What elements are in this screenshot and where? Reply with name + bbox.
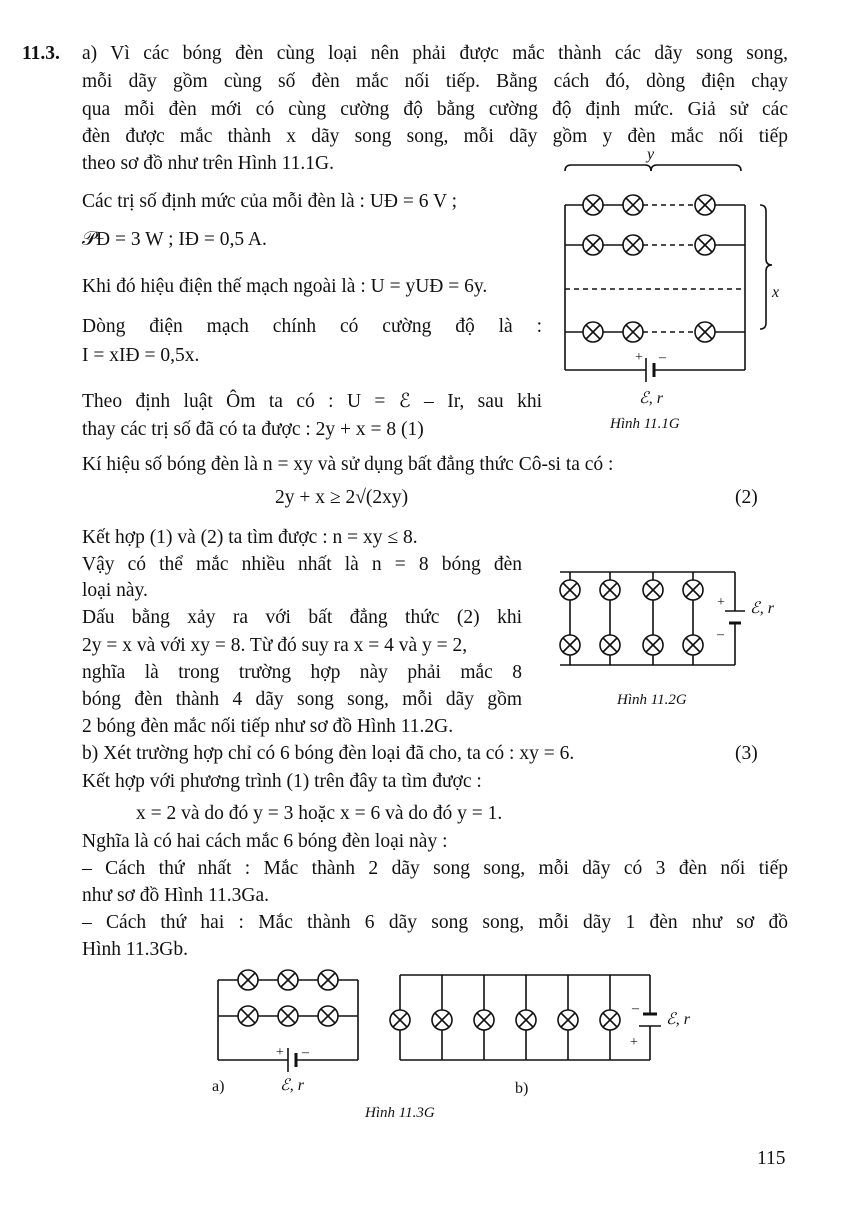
- lamp-icon: [583, 195, 603, 215]
- svg-text:+: +: [635, 350, 643, 365]
- text-line: Dòng điện mạch chính có cường độ là :: [82, 316, 542, 337]
- lamp-icon: [583, 322, 603, 342]
- lamp-icon: [238, 1006, 258, 1026]
- text-line: nghĩa là trong trường hợp này phải mắc 8: [82, 662, 522, 683]
- lamp-icon: [600, 1010, 620, 1030]
- svg-text:–: –: [632, 1001, 639, 1016]
- lamp-icon: [643, 635, 663, 655]
- lamp-icon: [558, 1010, 578, 1030]
- text-line: x = 2 và do đó y = 3 hoặc x = 6 và do đó y = 1.: [136, 803, 503, 824]
- lamp-icon: [474, 1010, 494, 1030]
- text-line: a) Vì các bóng đèn cùng loại nên phải được mắc thành các dãy song song,: [82, 43, 788, 64]
- lamp-icon: [643, 580, 663, 600]
- figure-11-2g: [555, 560, 795, 680]
- text-line: thay các trị số đã có ta được : 2y + x = 8 (1): [82, 419, 424, 440]
- text-line: 2 bóng đèn mắc nối tiếp như sơ đồ Hình 11.2G.: [82, 716, 454, 737]
- problem-number: 11.3.: [22, 43, 60, 64]
- figure-caption: Hình 11.3G: [365, 1105, 435, 1121]
- text-line: Theo định luật Ôm ta có : U = ℰ – Ir, sau khi: [82, 391, 542, 412]
- lamp-branches: [570, 572, 693, 665]
- figure-caption: Hình 11.2G: [617, 692, 687, 708]
- lamp-icon: [600, 635, 620, 655]
- lamp-icon: [238, 970, 258, 990]
- lamp-icon: [278, 1006, 298, 1026]
- text-line: Kết hợp (1) và (2) ta tìm được : n = xy ≤ 8.: [82, 527, 418, 548]
- text-line: – Cách thứ hai : Mắc thành 6 dãy song song, mỗi dãy 1 đèn như sơ đồ: [82, 912, 788, 933]
- page-number: 115: [757, 1148, 786, 1169]
- lamp-icon: [516, 1010, 536, 1030]
- figure-11-1g: [555, 145, 795, 435]
- lamp-icon: [390, 1010, 410, 1030]
- y-label: y: [647, 146, 655, 163]
- lamp-icon: [560, 635, 580, 655]
- text-line: Kí hiệu số bóng đèn là n = xy và sử dụng bất đẳng thức Cô-si ta có :: [82, 454, 614, 475]
- source-label: ℰ, r: [750, 600, 774, 617]
- lamp-icon: [432, 1010, 452, 1030]
- svg-text:–: –: [717, 627, 724, 642]
- source-label: ℰ, r: [666, 1011, 690, 1028]
- lamp-icon: [695, 235, 715, 255]
- x-brace: [760, 205, 772, 329]
- lamp-icon: [600, 580, 620, 600]
- text-line: Dấu bằng xảy ra với bất đẳng thức (2) khi: [82, 607, 522, 628]
- text-line: Các trị số định mức của mỗi đèn là : UĐ = 6 V ;: [82, 191, 458, 212]
- text-line: 2y = x và với xy = 8. Từ đó suy ra x = 4 và y = 2,: [82, 635, 468, 656]
- subfigure-label-a: a): [212, 1078, 225, 1095]
- svg-text:–: –: [659, 350, 666, 365]
- lamp-icon: [683, 580, 703, 600]
- lamp-icon: [695, 322, 715, 342]
- inequality-formula: 2y + x ≥ 2√(2xy): [275, 487, 409, 508]
- subfigure-label-b: b): [515, 1080, 529, 1097]
- text-line: Nghĩa là có hai cách mắc 6 bóng đèn loại này :: [82, 831, 448, 852]
- text-line: – Cách thứ nhất : Mắc thành 2 dãy song song, mỗi dãy có 3 đèn nối tiếp: [82, 858, 788, 879]
- text-line: đèn được mắc thành x dãy song song, mỗi dãy gồm y đèn mắc nối tiếp: [82, 126, 788, 147]
- lamp-icon: [623, 195, 643, 215]
- text-line: Vậy có thể mắc nhiều nhất là n = 8 bóng đèn: [82, 554, 522, 575]
- lamp-icon: [278, 970, 298, 990]
- svg-text:–: –: [302, 1045, 309, 1060]
- text-line: 𝒫Đ = 3 W ; IĐ = 0,5 A.: [82, 229, 267, 250]
- lamp-icon: [318, 1006, 338, 1026]
- source-label: ℰ, r: [639, 390, 663, 407]
- lamp-icon: [623, 235, 643, 255]
- text-line: b) Xét trường hợp chỉ có 6 bóng đèn loại đã cho, ta có : xy = 6.: [82, 743, 575, 764]
- figure-caption: Hình 11.1G: [610, 416, 680, 432]
- text-line: Kết hợp với phương trình (1) trên đây ta tìm được :: [82, 771, 482, 792]
- text-line: Hình 11.3Gb.: [82, 939, 188, 960]
- lamp-icon: [695, 195, 715, 215]
- text-line: như sơ đồ Hình 11.3Ga.: [82, 885, 269, 906]
- svg-text:+: +: [717, 595, 725, 610]
- text-line: I = xIĐ = 0,5x.: [82, 345, 200, 366]
- lamp-icon: [583, 235, 603, 255]
- lamp-icon: [318, 970, 338, 990]
- y-brace: [565, 165, 651, 171]
- equation-number: (3): [735, 743, 758, 764]
- svg-text:+: +: [276, 1045, 284, 1060]
- figure-11-3gb: [390, 960, 720, 1070]
- lamp-icon: [683, 635, 703, 655]
- text-line: theo sơ đồ như trên Hình 11.1G.: [82, 153, 334, 174]
- equation-number: (2): [735, 487, 758, 508]
- figure-11-3ga: [210, 960, 370, 1100]
- text-line: Khi đó hiệu điện thế mạch ngoài là : U = yUĐ = 6y.: [82, 276, 488, 297]
- source-label: ℰ, r: [280, 1077, 304, 1094]
- lamp-icon: [560, 580, 580, 600]
- x-label: x: [772, 284, 780, 301]
- lamp-icon: [623, 322, 643, 342]
- text-line: bóng đèn thành 4 dãy song song, mỗi dãy gồm: [82, 689, 522, 710]
- text-line: loại này.: [82, 580, 148, 601]
- svg-text:+: +: [630, 1035, 638, 1050]
- text-line: mỗi dãy gồm cùng số đèn mắc nối tiếp. Bằng cách đó, dòng điện chạy: [82, 71, 788, 92]
- text-line: qua mỗi đèn mới có cùng cường độ bằng cường độ định mức. Giả sử các: [82, 99, 788, 120]
